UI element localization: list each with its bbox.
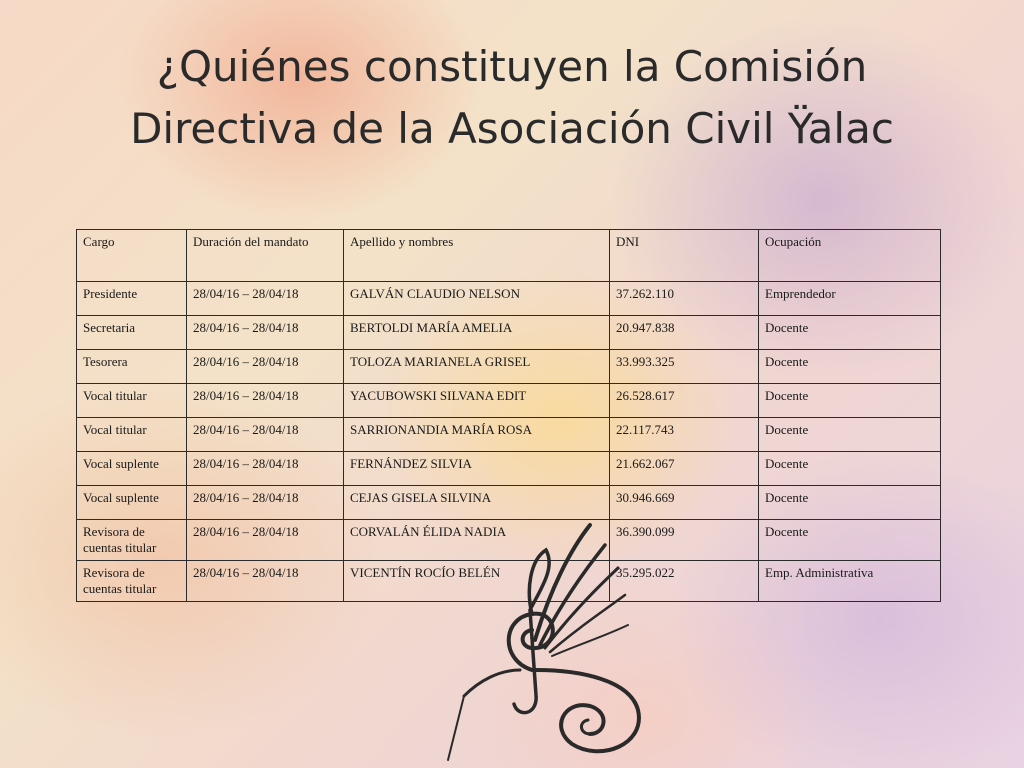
cell-ocupacion: Emprendedor bbox=[759, 282, 941, 316]
cell-cargo: Secretaria bbox=[77, 316, 187, 350]
cell-nombre: GALVÁN CLAUDIO NELSON bbox=[344, 282, 610, 316]
table-row bbox=[77, 418, 941, 452]
cell-dni: 36.390.099 bbox=[610, 520, 759, 561]
cell-cargo: Vocal suplente bbox=[77, 486, 187, 520]
cell-nombre: YACUBOWSKI SILVANA EDIT bbox=[344, 384, 610, 418]
cell-nombre: VICENTÍN ROCÍO BELÉN bbox=[344, 561, 610, 602]
cell-nombre: CORVALÁN ÉLIDA NADIA bbox=[344, 520, 610, 561]
cell-ocupacion: Docente bbox=[759, 316, 941, 350]
cell-dni: 30.946.669 bbox=[610, 486, 759, 520]
cell-duracion: 28/04/16 – 28/04/18 bbox=[187, 418, 344, 452]
cell-duracion: 28/04/16 – 28/04/18 bbox=[187, 316, 344, 350]
cell-nombre: FERNÁNDEZ SILVIA bbox=[344, 452, 610, 486]
cell-duracion: 28/04/16 – 28/04/18 bbox=[187, 350, 344, 384]
cell-ocupacion: Docente bbox=[759, 384, 941, 418]
header-cell-nombre: Apellido y nombres bbox=[344, 230, 610, 282]
cell-nombre: TOLOZA MARIANELA GRISEL bbox=[344, 350, 610, 384]
cell-cargo: Vocal titular bbox=[77, 418, 187, 452]
cell-ocupacion: Docente bbox=[759, 350, 941, 384]
header-cell-duracion: Duración del mandato bbox=[187, 230, 344, 282]
cell-nombre: SARRIONANDIA MARÍA ROSA bbox=[344, 418, 610, 452]
table-row bbox=[77, 316, 941, 350]
hummingbird-treble-clef-logo-icon bbox=[440, 520, 670, 765]
cell-ocupacion: Docente bbox=[759, 520, 941, 561]
cell-ocupacion: Docente bbox=[759, 418, 941, 452]
table-row bbox=[77, 486, 941, 520]
cell-dni: 20.947.838 bbox=[610, 316, 759, 350]
cell-dni: 26.528.617 bbox=[610, 384, 759, 418]
cell-cargo: Revisora de cuentas titular bbox=[77, 520, 187, 561]
slide-title bbox=[40, 36, 984, 160]
cell-duracion: 28/04/16 – 28/04/18 bbox=[187, 282, 344, 316]
table-row bbox=[77, 384, 941, 418]
cell-duracion: 28/04/16 – 28/04/18 bbox=[187, 486, 344, 520]
cell-duracion: 28/04/16 – 28/04/18 bbox=[187, 384, 344, 418]
slide-title-line-2: Directiva de la Asociación Civil Ÿalac bbox=[130, 104, 894, 153]
cell-ocupacion: Docente bbox=[759, 486, 941, 520]
cell-ocupacion: Emp. Administrativa bbox=[759, 561, 941, 602]
cell-dni: 33.993.325 bbox=[610, 350, 759, 384]
table-header-row bbox=[77, 230, 941, 282]
cell-dni: 37.262.110 bbox=[610, 282, 759, 316]
cell-dni: 35.295.022 bbox=[610, 561, 759, 602]
cell-cargo: Vocal suplente bbox=[77, 452, 187, 486]
cell-dni: 21.662.067 bbox=[610, 452, 759, 486]
header-cell-dni: DNI bbox=[610, 230, 759, 282]
cell-ocupacion: Docente bbox=[759, 452, 941, 486]
cell-dni: 22.117.743 bbox=[610, 418, 759, 452]
header-cell-cargo: Cargo bbox=[77, 230, 187, 282]
cell-cargo: Revisora de cuentas titular bbox=[77, 561, 187, 602]
cell-nombre: CEJAS GISELA SILVINA bbox=[344, 486, 610, 520]
cell-cargo: Presidente bbox=[77, 282, 187, 316]
cell-duracion: 28/04/16 – 28/04/18 bbox=[187, 520, 344, 561]
cell-duracion: 28/04/16 – 28/04/18 bbox=[187, 452, 344, 486]
table-row bbox=[77, 350, 941, 384]
slide-title-line-1: ¿Quiénes constituyen la Comisión bbox=[156, 42, 868, 91]
table-row bbox=[77, 282, 941, 316]
cell-cargo: Tesorera bbox=[77, 350, 187, 384]
cell-nombre: BERTOLDI MARÍA AMELIA bbox=[344, 316, 610, 350]
cell-duracion: 28/04/16 – 28/04/18 bbox=[187, 561, 344, 602]
table-row bbox=[77, 452, 941, 486]
cell-cargo: Vocal titular bbox=[77, 384, 187, 418]
header-cell-ocupacion: Ocupación bbox=[759, 230, 941, 282]
